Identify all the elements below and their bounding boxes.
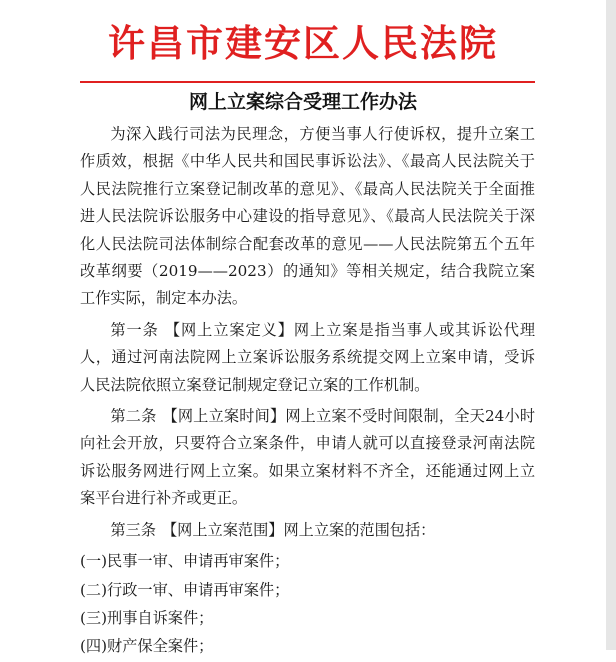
preamble-paragraph	[80, 121, 535, 313]
article-3-paragraph	[80, 517, 535, 544]
article-1-label: 【网上立案定义】	[164, 320, 294, 339]
article-1-paragraph	[80, 317, 535, 399]
article-3-text: 网上立案的范围包括：	[283, 520, 436, 539]
scope-item-4: (四)财产保全案件；	[80, 637, 214, 656]
article-2-text: 网上立案不受时间限制，全天24小时向社会开放，只要符合立案条件，申请人就可以直接登录河南法院诉讼服务网进行网上立案。如果立案材料不齐全，还能通过网上立案平台进行补齐或更正。	[80, 407, 536, 508]
document-body	[80, 121, 535, 662]
article-1-number: 第一条	[110, 320, 159, 339]
scope-item-2: (二)行政一审、申请再审案件；	[80, 580, 290, 599]
preamble-text: 为深入践行司法为民理念，方便当事人行使诉权，提升立案工作质效，根据《中华人民共和国民事诉讼法》、《最高人民法院关于人民法院推行立案登记制改革的意见》、《最高人民法院关于全面推进人民法院诉讼服务中心建设的指导意见》、《最高人民法院关于深化人民法院司法体制综合配套改革的意见——人民法院第五个五年改革纲要（2019——2023）的通知》等相关规定，结合我院立案工作实际，制定本办法。	[80, 125, 535, 308]
article-2-paragraph	[80, 403, 535, 513]
article-3-label: 【网上立案范围】	[161, 520, 284, 539]
red-divider-line	[80, 81, 535, 83]
document-title: 网上立案综合受理工作办法	[188, 91, 417, 113]
page-edge	[606, 0, 616, 650]
article-1-text: 网上立案是指当事人或其诉讼代理人，通过河南法院网上立案诉讼服务系统提交网上立案申请，受诉人民法院依照立案登记制规定登记立案的工作机制。	[80, 320, 536, 394]
article-2-label: 【网上立案时间】	[162, 407, 286, 426]
article-3-number: 第三条	[110, 520, 156, 539]
court-name-header: 许昌市建安区人民法院	[108, 22, 498, 65]
article-2-number: 第二条	[110, 407, 157, 426]
scope-item-1: (一)民事一审、申请再审案件；	[80, 552, 290, 571]
scope-item-3: (三)刑事自诉案件；	[80, 608, 214, 627]
